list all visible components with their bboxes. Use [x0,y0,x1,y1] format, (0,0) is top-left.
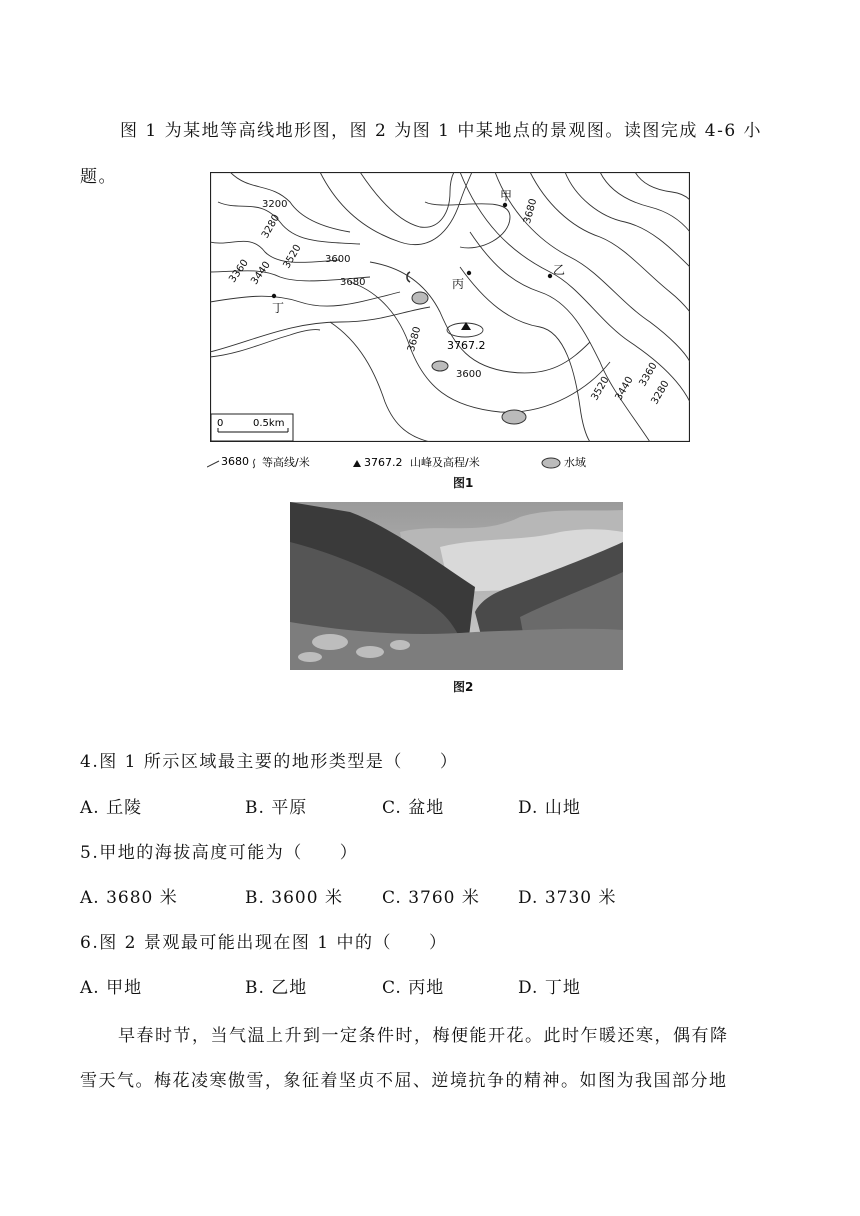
legend-contour-value: 3680 [221,455,249,468]
contour-label: 3440 [249,259,273,287]
contour-label: 3600 [325,254,351,265]
contour-label: 3680 [406,325,424,353]
contour-label: 3680 [522,197,540,225]
q5-option-c[interactable]: C. 3760 米 [382,888,480,908]
point-bing-label: 丙 [452,277,465,291]
contour-label: 3280 [259,212,283,241]
svg-text:0.5km: 0.5km [253,418,285,429]
q4-option-d[interactable]: D. 山地 [518,798,581,818]
contour-label: 3360 [637,360,660,389]
scale-bar [211,414,293,441]
point-ding-label: 丁 [272,301,285,315]
q6-option-c[interactable]: C. 丙地 [382,978,445,998]
q5-option-a[interactable]: A. 3680 米 [80,888,178,908]
legend-peak-text: 山峰及高程/米 [410,456,480,469]
map-legend [207,453,687,473]
question-4-stem: 4.图 1 所示区域最主要的地形类型是（ ） [80,752,459,772]
contour-label: 3520 [281,242,304,271]
contour-label: 3680 [340,277,366,288]
point-yi-label: 乙 [553,263,566,277]
contour-label: 3280 [649,378,672,407]
legend-peak-value: 3767.2 [364,456,403,469]
intro-line-2: 题。 [80,167,117,187]
q4-option-c[interactable]: C. 盆地 [382,798,445,818]
q4-option-a[interactable]: A. 丘陵 [80,798,143,818]
figure2-caption: 图2 [453,680,474,694]
svg-text:0: 0 [217,418,224,429]
q4-option-b[interactable]: B. 平原 [245,798,308,818]
legend-peak-icon [353,460,361,467]
contour-label: 3200 [262,199,288,210]
q6-option-b[interactable]: B. 乙地 [245,978,308,998]
passage-line-2: 雪天气。梅花凌寒傲雪，象征着坚贞不屈、逆境抗争的精神。如图为我国部分地 [80,1071,728,1091]
question-5-stem: 5.甲地的海拔高度可能为（ ） [80,843,359,863]
q6-option-a[interactable]: A. 甲地 [80,978,143,998]
intro-line-1: 图 1 为某地等高线地形图，图 2 为图 1 中某地点的景观图。读图完成 4-6 小 [120,121,763,141]
contour-label: 3440 [613,374,636,403]
legend-contour-text: 等高线/米 [262,456,310,469]
q5-option-b[interactable]: B. 3600 米 [245,888,343,908]
figure1-caption: 图1 [453,476,474,490]
q5-option-d[interactable]: D. 3730 米 [518,888,617,908]
contour-label: 3600 [456,369,482,380]
legend-water-text: 水域 [564,456,586,469]
question-6-stem: 6.图 2 景观最可能出现在图 1 中的（ ） [80,933,448,953]
point-jia-label: 甲 [500,189,513,203]
peak-elevation-label: 3767.2 [447,339,486,352]
passage-line-1: 早春时节，当气温上升到一定条件时，梅便能开花。此时乍暖还寒，偶有降 [118,1026,729,1046]
contour-label: 3360 [227,257,251,285]
legend-water-icon [542,458,560,468]
q6-option-d[interactable]: D. 丁地 [518,978,581,998]
contour-label: 3520 [589,374,612,403]
valley-landscape-photo [290,502,623,670]
contour-map [210,172,690,442]
